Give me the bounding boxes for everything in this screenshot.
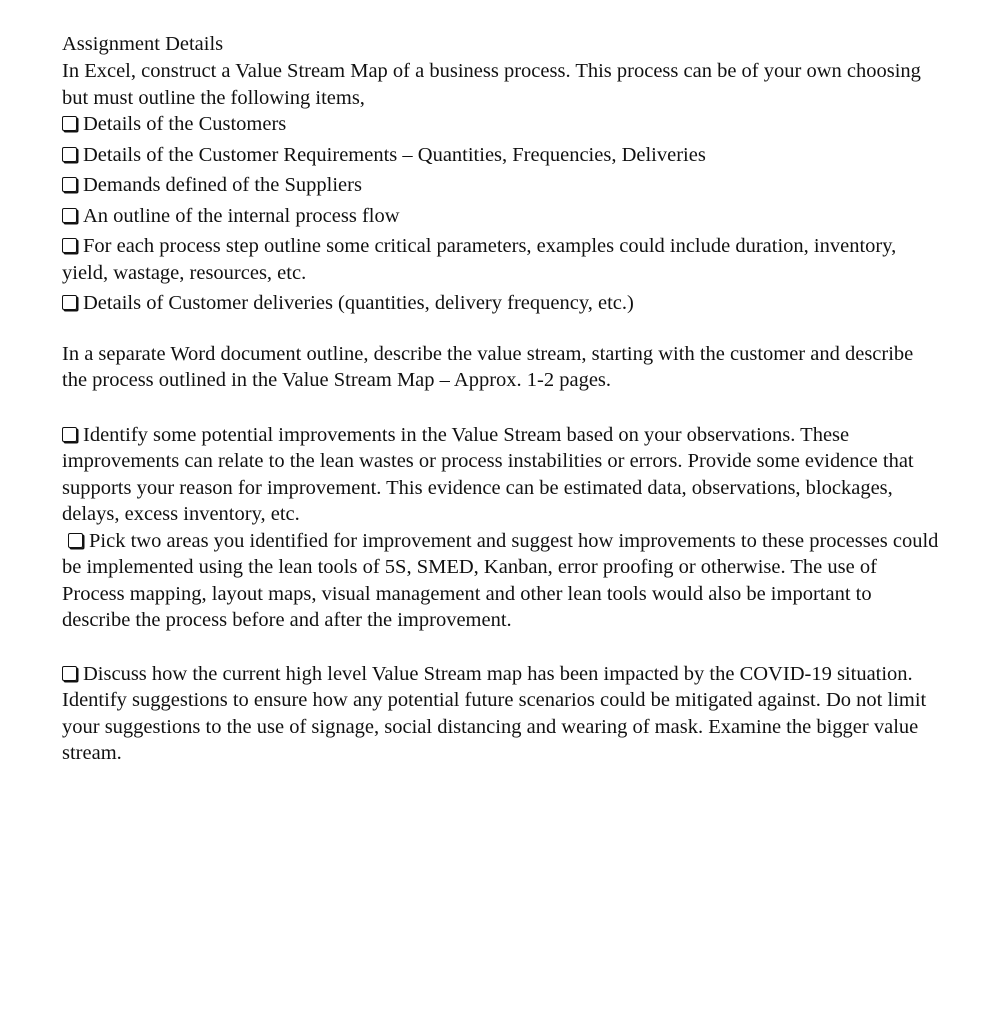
checklist-item: Details of Customer deliveries (quantities, delivery frequency, etc.)	[62, 290, 942, 317]
checkbox-icon	[62, 208, 77, 223]
requirements-checklist	[62, 111, 942, 317]
checkbox-icon	[62, 147, 77, 162]
intro-paragraph: In Excel, construct a Value Stream Map of a business process. This process can be of your own choosing but must outline the following items,	[62, 60, 921, 109]
word-document-paragraph: In a separate Word document outline, describe the value stream, starting with the customer and describe the process outlined in the Value Stream Map – Approx. 1-2 pages.	[62, 342, 914, 391]
covid-item: Discuss how the current high level Value Stream map has been impacted by the COVID-19 situation. Identify suggestions to ensure how any potential future scenarios could be mitigated against. Do not limit your suggestions to the use of signage, social distancing and wearing of mask. Examine the bigger value stream.	[62, 662, 927, 764]
document-title: Assignment Details	[62, 33, 224, 55]
checkbox-icon	[62, 116, 77, 131]
checkbox-icon	[62, 295, 77, 310]
checkbox-icon	[62, 666, 77, 681]
checkbox-icon	[62, 177, 77, 192]
checkbox-icon	[62, 427, 77, 442]
document-page	[62, 30, 942, 767]
checklist-item: Details of the Customers	[62, 111, 942, 138]
checklist-item: Demands defined of the Suppliers	[62, 172, 942, 199]
checklist-item: An outline of the internal process flow	[62, 203, 942, 230]
checkbox-icon	[68, 533, 83, 548]
checklist-item: For each process step outline some critical parameters, examples could include duration, inventory, yield, wastage, resources, etc.	[62, 235, 897, 284]
checklist-item: Details of the Customer Requirements – Quantities, Frequencies, Deliveries	[62, 142, 942, 169]
improvements-item: Identify some potential improvements in the Value Stream based on your observations. These improvements can relate to the lean wastes or process instabilities or errors. Provide some evidence that supports your reason for improvement. This evidence can be estimated data, observations, blockages, delays, excess inventory, etc.	[62, 423, 914, 525]
two-areas-item: Pick two areas you identified for improvement and suggest how improvements to these processes could be implemented using the lean tools of 5S, SMED, Kanban, error proofing or otherwise. The use of Process mapping, layout maps, visual management and other lean tools would also be important to describe the process before and after the improvement.	[62, 529, 939, 631]
checkbox-icon	[62, 238, 77, 253]
